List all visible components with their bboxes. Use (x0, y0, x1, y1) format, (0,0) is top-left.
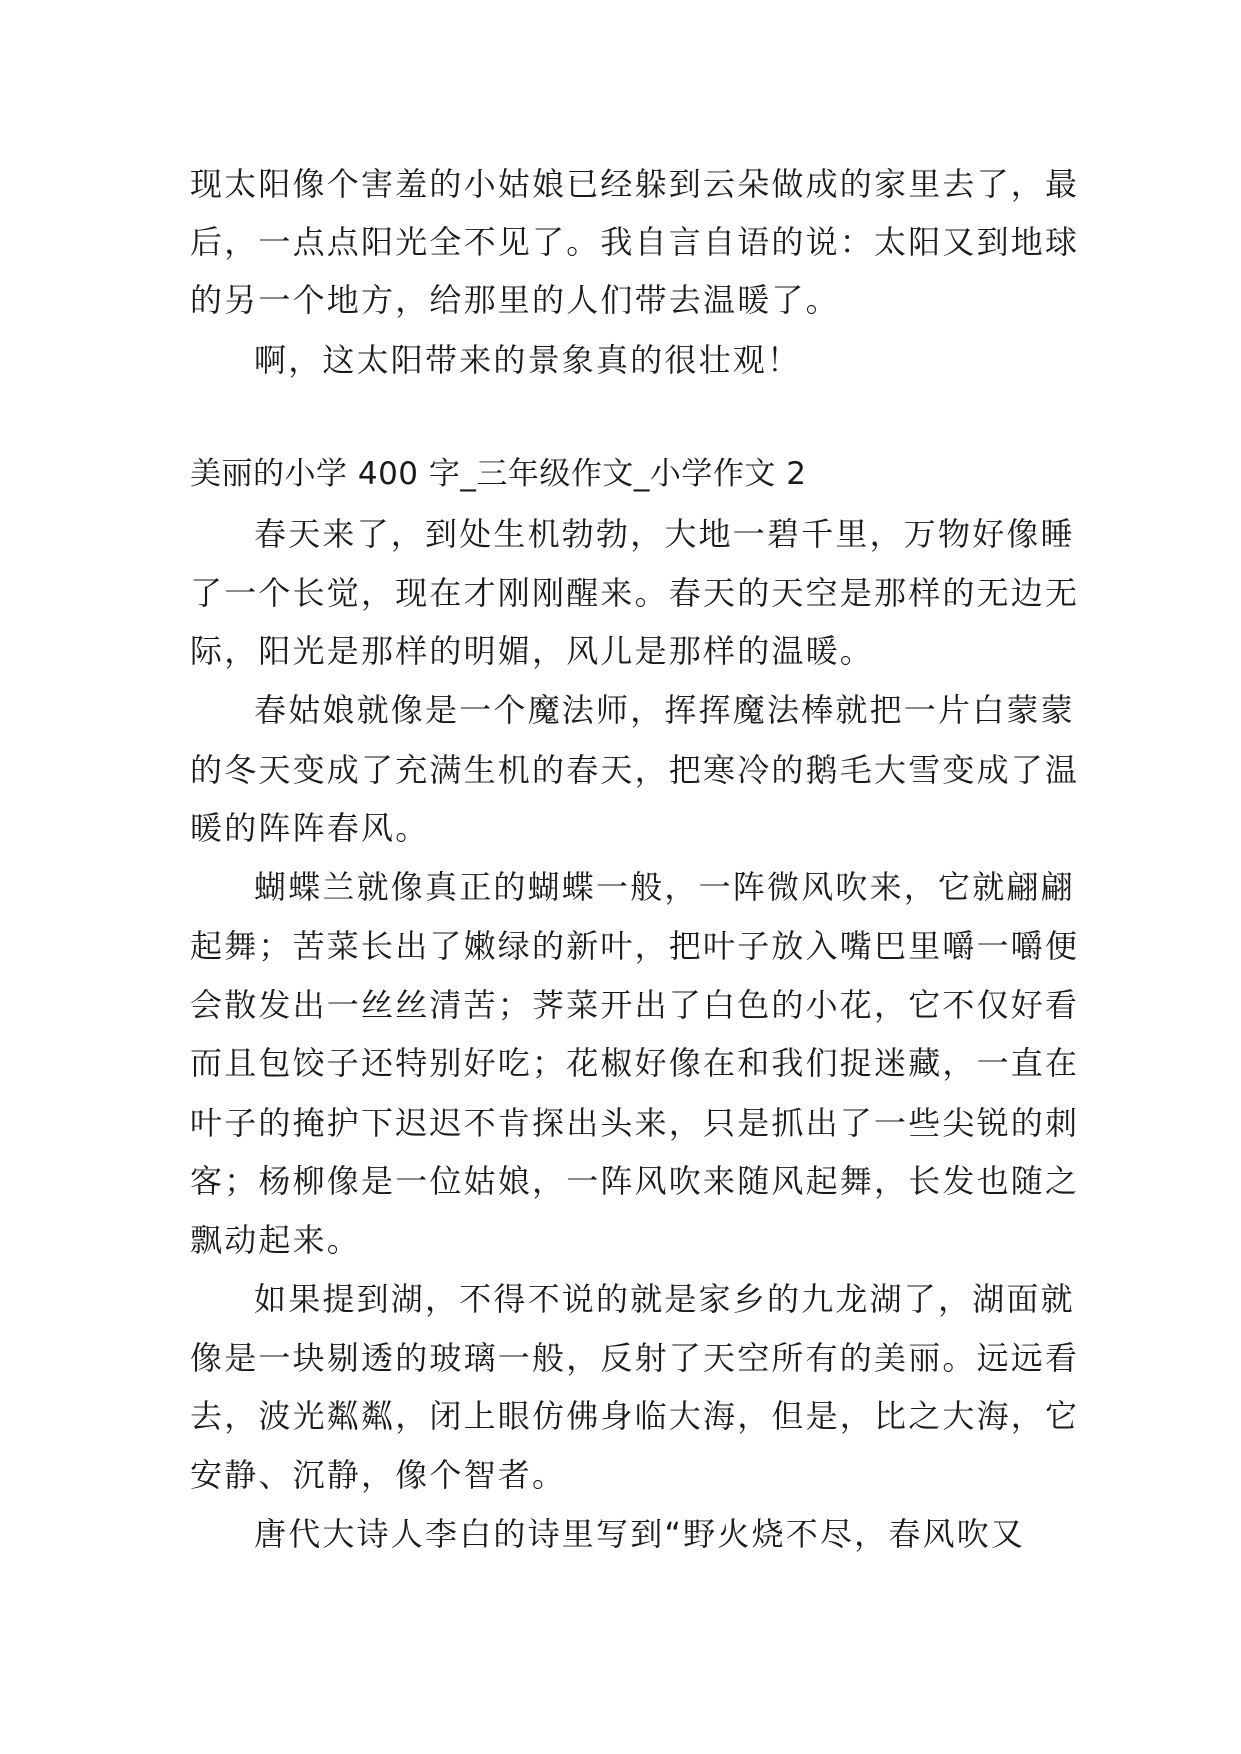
paragraph-line: 飘动起来。 (190, 1221, 362, 1259)
paragraph-line: 的另一个地方，给那里的人们带去温暖了。 (190, 281, 840, 319)
paragraph-line: 的冬天变成了充满生机的春天，把寒冷的鹅毛大雪变成了温 (190, 751, 1080, 789)
paragraph-line: 暖的阵阵春风。 (190, 809, 430, 847)
paragraph-line: 啊，这太阳带来的景象真的很壮观！ (254, 341, 802, 379)
paragraph-line: 而且包饺子还特别好吃；花椒好像在和我们捉迷藏，一直在 (190, 1044, 1080, 1082)
paragraph-line: 叶子的掩护下迟迟不肯探出头来，只是抓出了一些尖锐的刺 (190, 1104, 1080, 1142)
paragraph-line: 际，阳光是那样的明媚，风儿是那样的温暖。 (190, 632, 875, 670)
paragraph-line: 会散发出一丝丝清苦；荠菜开出了白色的小花，它不仅好看 (190, 986, 1080, 1024)
paragraph-line: 春姑娘就像是一个魔法师，挥挥魔法棒就把一片白蒙蒙 (254, 691, 1075, 729)
paragraph-line: 春天来了，到处生机勃勃，大地一碧千里，万物好像睡 (254, 515, 1075, 553)
paragraph-line: 安静、沉静，像个智者。 (190, 1456, 567, 1494)
paragraph-line: 去，波光粼粼，闭上眼仿佛身临大海，但是，比之大海，它 (190, 1397, 1080, 1435)
paragraph-line: 如果提到湖，不得不说的就是家乡的九龙湖了，湖面就 (254, 1280, 1075, 1318)
paragraph-line: 像是一块剔透的玻璃一般，反射了天空所有的美丽。远远看 (190, 1339, 1080, 1377)
paragraph-line: 蝴蝶兰就像真正的蝴蝶一般，一阵微风吹来，它就翩翩 (254, 868, 1075, 906)
paragraph-line: 了一个长觉，现在才刚刚醒来。春天的天空是那样的无边无 (190, 574, 1080, 612)
paragraph-line: 客；杨柳像是一位姑娘，一阵风吹来随风起舞，长发也随之 (190, 1162, 1080, 1200)
paragraph-line: 唐代大诗人李白的诗里写到“野火烧不尽，春风吹又 (254, 1515, 1026, 1553)
paragraph-line: 后，一点点阳光全不见了。我自言自语的说：太阳又到地球 (190, 223, 1080, 261)
paragraph-line: 起舞；苦菜长出了嫩绿的新叶，把叶子放入嘴巴里嚼一嚼便 (190, 927, 1080, 965)
paragraph-line: 现太阳像个害羞的小姑娘已经躲到云朵做成的家里去了，最 (190, 165, 1080, 203)
section-heading: 美丽的小学 400 字_三年级作文_小学作文 2 (190, 456, 807, 492)
